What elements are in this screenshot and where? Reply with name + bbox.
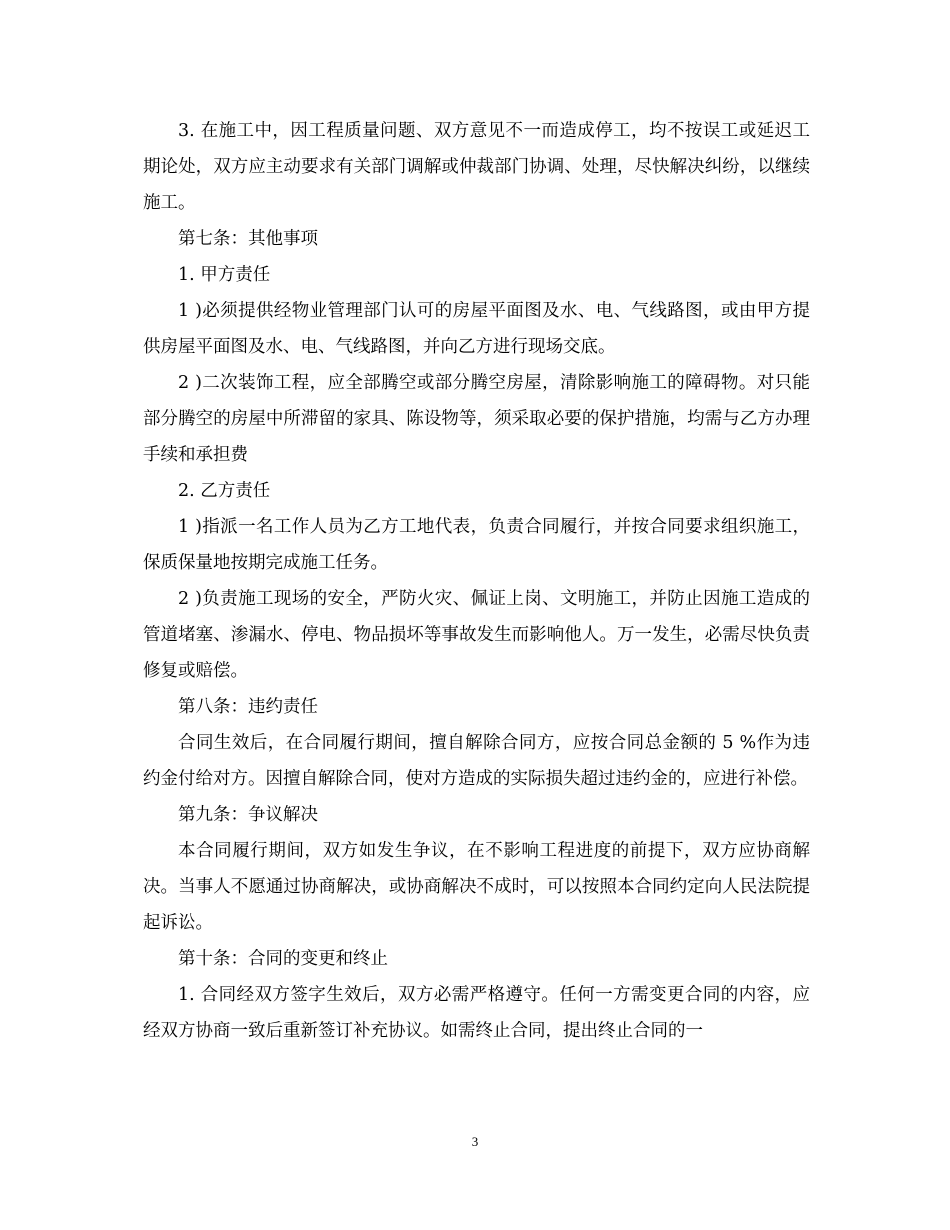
paragraph-party-b-2: 2 )负责施工现场的安全，严防火灾、佩证上岗、文明施工，并防止因施工造成的管道堵塞、渗漏水、停电、物品损坏等事故发生而影响他人。万一发生，必需尽快负责修复或赔偿。 — [143, 589, 810, 681]
subheading-party-a: 1. 甲方责任 — [178, 265, 271, 285]
paragraph-party-b-1: 1 )指派一名工作人员为乙方工地代表，负责合同履行，并按合同要求组织施工，保质保量地按期完成施工任务。 — [143, 517, 810, 573]
paragraph-clause-6-item-3: 3. 在施工中，因工程质量问题、双方意见不一而造成停工，均不按误工或延迟工期论处，双方应主动要求有关部门调解或仲裁部门协调、处理，尽快解决纠纷，以继续施工。 — [143, 121, 810, 213]
heading-article-8: 第八条：违约责任 — [178, 697, 318, 717]
paragraph-change-termination-1: 1. 合同经双方签字生效后，双方必需严格遵守。任何一方需变更合同的内容，应经双方协商一致后重新签订补充协议。如需终止合同，提出终止合同的一 — [143, 985, 810, 1041]
paragraph-party-a-1: 1 )必须提供经物业管理部门认可的房屋平面图及水、电、气线路图，或由甲方提供房屋平面图及水、电、气线路图，并向乙方进行现场交底。 — [143, 301, 810, 357]
paragraph-breach: 合同生效后，在合同履行期间，擅自解除合同方，应按合同总金额的 5 %作为违约金付给对方。因擅自解除合同，使对方造成的实际损失超过违约金的，应进行补偿。 — [143, 733, 810, 789]
paragraph-party-a-2: 2 )二次装饰工程，应全部腾空或部分腾空房屋，清除影响施工的障碍物。对只能部分腾空的房屋中所滞留的家具、陈设物等，须采取必要的保护措施，均需与乙方办理手续和承担费 — [143, 373, 810, 465]
page-number: 3 — [471, 1134, 479, 1149]
heading-article-10: 第十条：合同的变更和终止 — [178, 949, 388, 969]
paragraph-dispute: 本合同履行期间，双方如发生争议，在不影响工程进度的前提下，双方应协商解决。当事人不愿通过协商解决，或协商解决不成时，可以按照本合同约定向人民法院提起诉讼。 — [143, 841, 810, 933]
heading-article-9: 第九条：争议解决 — [178, 805, 318, 825]
document-body — [143, 113, 810, 1049]
subheading-party-b: 2. 乙方责任 — [178, 481, 271, 501]
heading-article-7: 第七条：其他事项 — [178, 229, 318, 249]
